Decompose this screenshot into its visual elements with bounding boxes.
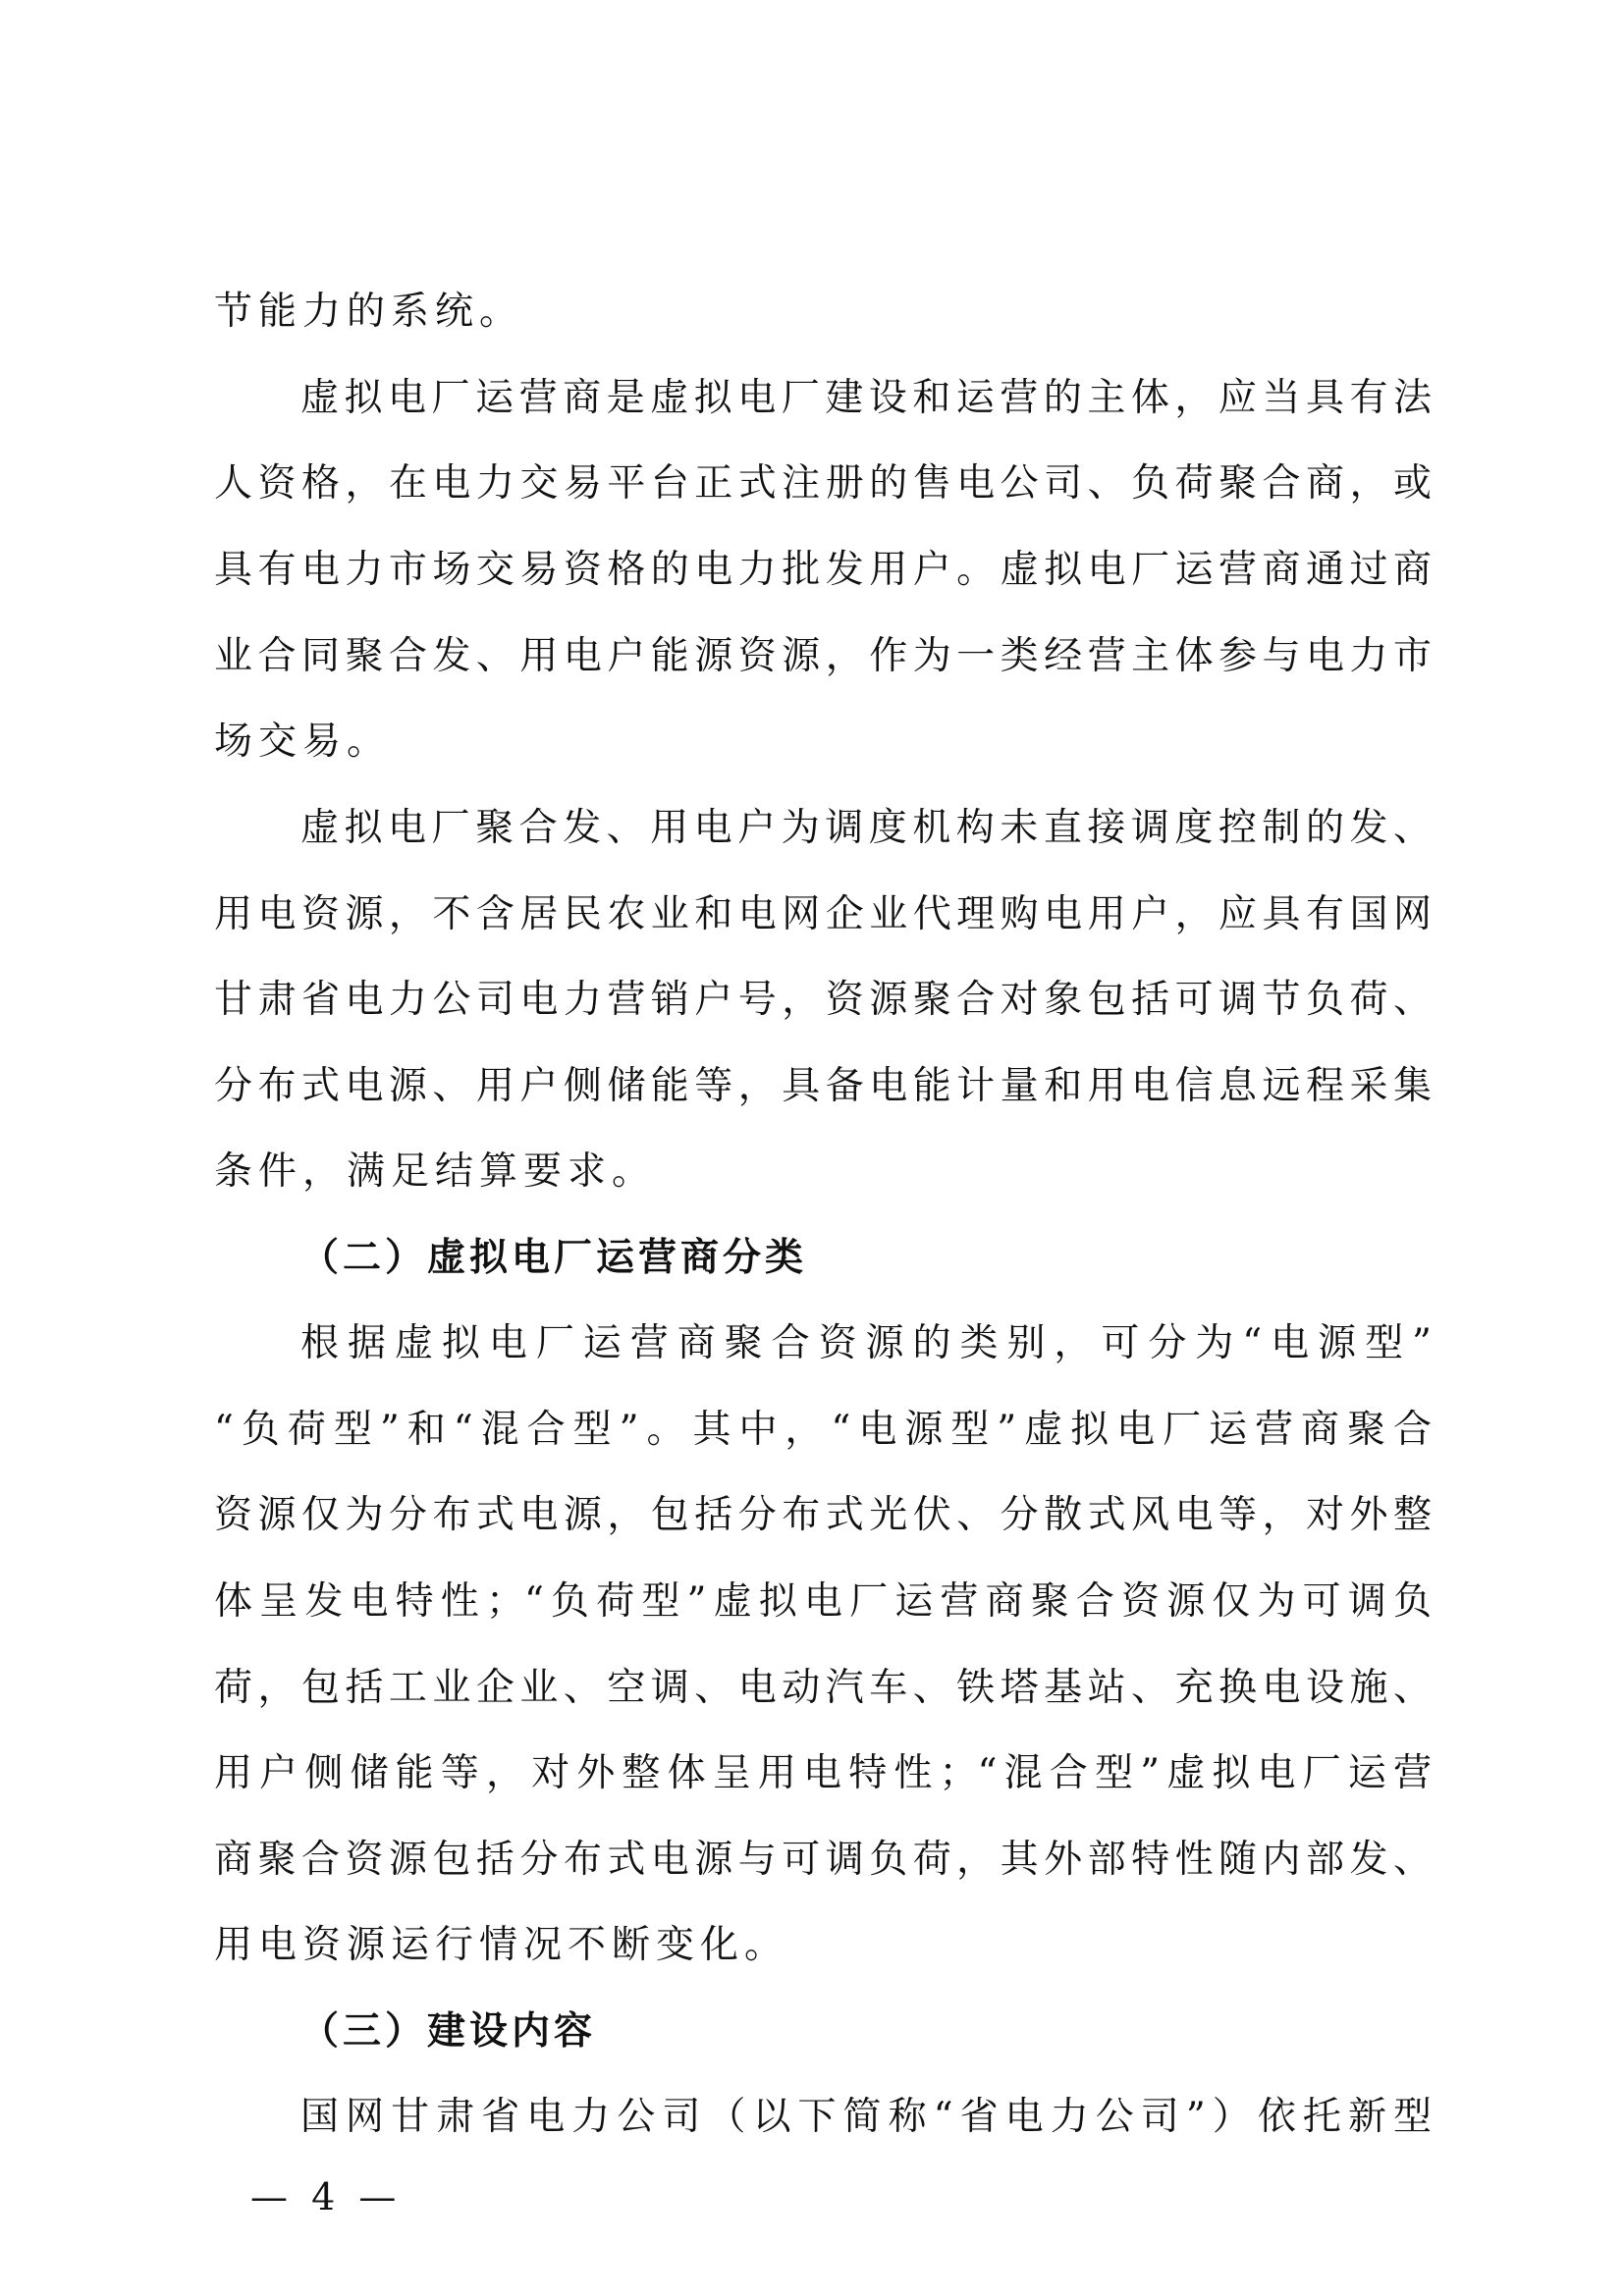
- text-line: 条件，满足结算要求。: [214, 1149, 657, 1194]
- text-line: 根据虚拟电厂运营商聚合资源的类别，可分为“电源型”: [300, 1321, 1432, 1365]
- text-line: 体呈发电特性；“负荷型”虚拟电厂运营商聚合资源仅为可调负: [214, 1579, 1432, 1624]
- text-line: 人资格，在电力交易平台正式注册的售电公司、负荷聚合商，或: [214, 461, 1432, 506]
- text-line: 用户侧储能等，对外整体呈用电特性；“混合型”虚拟电厂运营: [214, 1751, 1432, 1795]
- text-line: 商聚合资源包括分布式电源与可调负荷，其外部特性随内部发、: [214, 1838, 1432, 1882]
- section-heading: （二）虚拟电厂运营商分类: [300, 1236, 808, 1280]
- text-line: 虚拟电厂聚合发、用电户为调度机构未直接调度控制的发、: [300, 806, 1432, 850]
- text-line: 用电资源，不含居民农业和电网企业代理购电用户，应具有国网: [214, 892, 1432, 936]
- page-number: — 4 —: [250, 2175, 403, 2218]
- text-line: 分布式电源、用户侧储能等，具备电能计量和用电信息远程采集: [214, 1064, 1432, 1108]
- text-line: 资源仅为分布式电源，包括分布式光伏、分散式风电等，对外整: [214, 1493, 1432, 1537]
- text-line: 用电资源运行情况不断变化。: [214, 1923, 789, 1967]
- text-line: 荷，包括工业企业、空调、电动汽车、铁塔基站、充换电设施、: [214, 1666, 1432, 1710]
- text-line: “负荷型”和“混合型”。其中，“电源型”虚拟电厂运营商聚合: [214, 1408, 1432, 1452]
- text-line: 业合同聚合发、用电户能源资源，作为一类经营主体参与电力市: [214, 634, 1432, 678]
- text-line: 虚拟电厂运营商是虚拟电厂建设和运营的主体，应当具有法: [300, 376, 1432, 420]
- text-line: 具有电力市场交易资格的电力批发用户。虚拟电厂运营商通过商: [214, 548, 1432, 592]
- section-heading: （三）建设内容: [300, 2009, 597, 2054]
- text-line: 国网甘肃省电力公司（以下简称“省电力公司”）依托新型: [300, 2095, 1432, 2139]
- text-line: 场交易。: [214, 720, 392, 764]
- text-line: 节能力的系统。: [214, 290, 524, 334]
- text-line: 甘肃省电力公司电力营销户号，资源聚合对象包括可调节负荷、: [214, 978, 1432, 1022]
